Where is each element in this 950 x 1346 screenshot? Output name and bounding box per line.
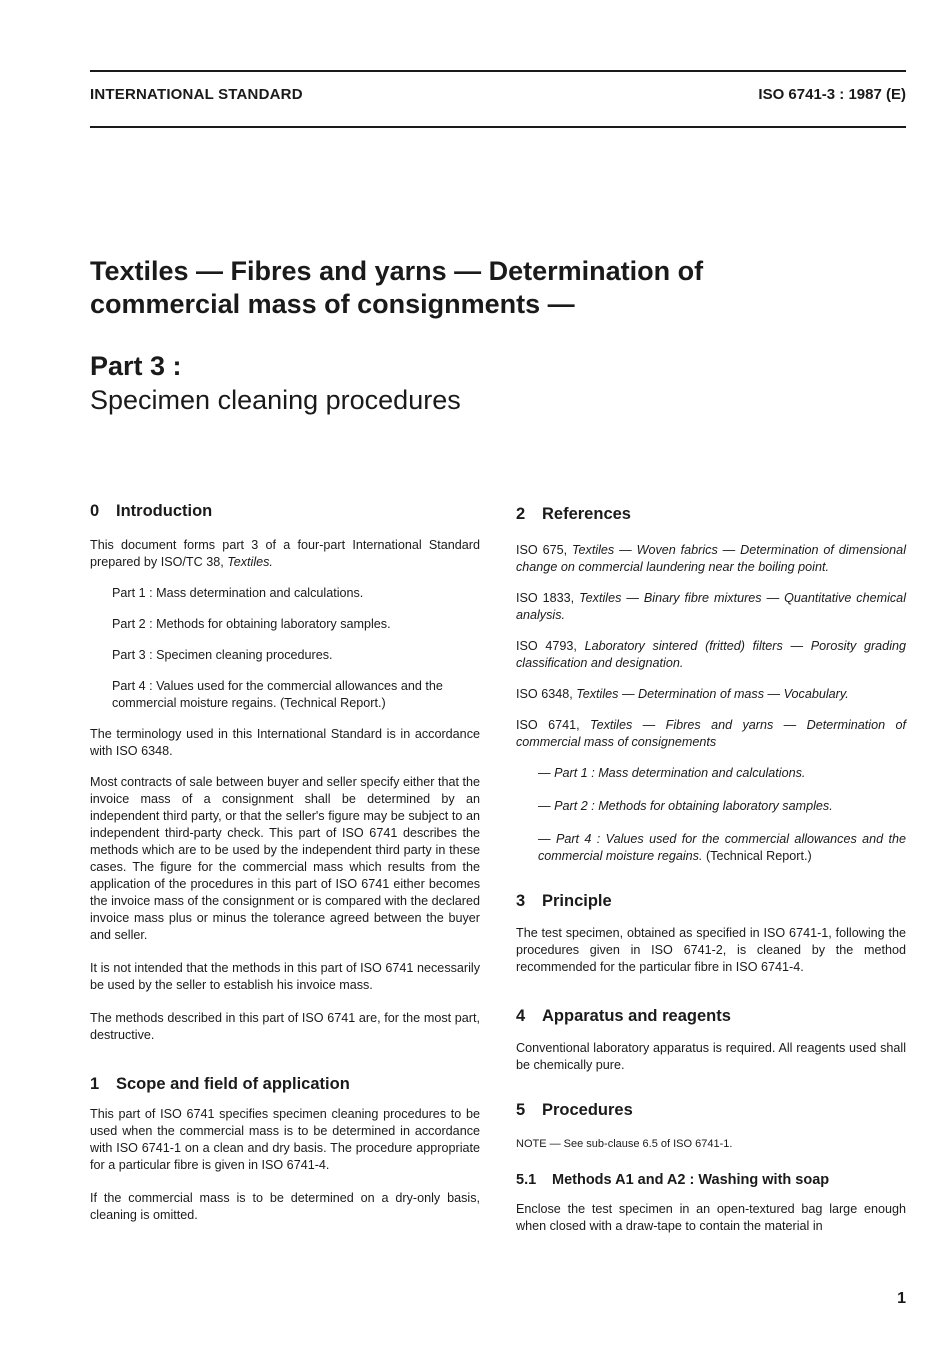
reference-iso-1833: ISO 1833, Textiles — Binary fibre mixtures — Quantitative chemical analysis. xyxy=(516,591,906,622)
reference-iso-6348: ISO 6348, Textiles — Determination of mass — Vocabulary. xyxy=(516,687,849,701)
section-introduction-heading: 0 Introduction xyxy=(90,502,213,520)
intro-part-4: Part 4 : Values used for the commercial allowances and the commercial moisture regains. (Technical Report.) xyxy=(112,679,443,710)
intro-paragraph-2: The terminology used in this International Standard is in accordance with ISO 6348. xyxy=(90,727,480,758)
reference-iso-6741-part-1: — Part 1 : Mass determination and calculations. xyxy=(538,766,806,780)
page-number: 1 xyxy=(897,1290,906,1307)
reference-iso-675: ISO 675, Textiles — Woven fabrics — Determination of dimensional change on commercial laundering near the boiling point. xyxy=(516,543,906,574)
reference-iso-6741: ISO 6741, Textiles — Fibres and yarns — Determination of commercial mass of consignements xyxy=(516,718,906,749)
document-number: ISO 6741-3 : 1987 (E) xyxy=(758,86,906,103)
header-rule xyxy=(90,126,906,128)
title-line-1: Textiles — Fibres and yarns — Determination of xyxy=(90,256,704,286)
procedures-note: NOTE — See sub-clause 6.5 of ISO 6741-1. xyxy=(516,1138,733,1150)
reference-iso-4793: ISO 4793, Laboratory sintered (fritted) filters — Porosity grading classification and designation. xyxy=(516,639,906,670)
section-apparatus-heading: 4 Apparatus and reagents xyxy=(516,1007,731,1025)
part-label: Part 3 : xyxy=(90,351,182,381)
intro-paragraph-4: It is not intended that the methods in this part of ISO 6741 necessarily be used by the seller to establish his invoice mass. xyxy=(90,961,480,992)
top-rule xyxy=(90,70,906,72)
intro-part-1: Part 1 : Mass determination and calculations. xyxy=(112,586,364,600)
subsection-5-1-heading: 5.1 Methods A1 and A2 : Washing with soap xyxy=(516,1172,830,1188)
intro-paragraph-1: This document forms part 3 of a four-part International Standard prepared by ISO/TC 38, Textiles. xyxy=(90,538,480,569)
intro-paragraph-3: Most contracts of sale between buyer and seller specify either that the invoice mass of a consignment shall be determined by an independent third party, or that the seller's figure may be subject to an independent third-party check. This part of ISO 6741 describes the methods which are to be used by the independent third party in these cases. The figure for the commercial mass which results from the application of the procedures in this part of ISO 6741 either becomes the invoice mass of the consignment or is compared with the declared invoice mass plus or minus the tolerance agreed between the buyer and seller. xyxy=(90,775,480,942)
section-principle-heading: 3 Principle xyxy=(516,892,612,910)
procedures-paragraph: Enclose the test specimen in an open-textured bag large enough when closed with a draw-tape to contain the material in xyxy=(516,1202,906,1233)
document-type: INTERNATIONAL STANDARD xyxy=(90,86,303,103)
section-scope-heading: 1 Scope and field of application xyxy=(90,1075,350,1093)
apparatus-paragraph: Conventional laboratory apparatus is required. All reagents used shall be chemically pure. xyxy=(516,1041,906,1072)
title-line-2: commercial mass of consignments — xyxy=(90,289,575,319)
section-procedures-heading: 5 Procedures xyxy=(516,1101,633,1119)
intro-part-3: Part 3 : Specimen cleaning procedures. xyxy=(112,648,333,662)
document-title xyxy=(90,255,890,321)
reference-iso-6741-part-4: — Part 4 : Values used for the commercial allowances and the commercial moisture regains. (Technical Report.) xyxy=(538,832,906,863)
part-subtitle: Specimen cleaning procedures xyxy=(90,385,461,415)
intro-paragraph-5: The methods described in this part of ISO 6741 are, for the most part, destructive. xyxy=(90,1011,480,1042)
principle-paragraph: The test specimen, obtained as specified in ISO 6741-1, following the procedures given in ISO 6741-2, is cleaned by the method recommended for the particular fibre in ISO 6741-4. xyxy=(516,926,906,974)
right-column xyxy=(516,504,906,1235)
left-column xyxy=(90,501,480,1224)
scope-paragraph-1: This part of ISO 6741 specifies specimen cleaning procedures to be used when the commercial mass is to be determined in accordance with ISO 6741-1 on a clean and dry basis. The procedure appropriate for a particular fibre is given in ISO 6741-4. xyxy=(90,1107,480,1172)
section-references-heading: 2 References xyxy=(516,505,631,523)
reference-iso-6741-part-2: — Part 2 : Methods for obtaining laboratory samples. xyxy=(538,799,833,813)
scope-paragraph-2: If the commercial mass is to be determined on a dry-only basis, cleaning is omitted. xyxy=(90,1191,480,1222)
intro-part-2: Part 2 : Methods for obtaining laboratory samples. xyxy=(112,617,391,631)
